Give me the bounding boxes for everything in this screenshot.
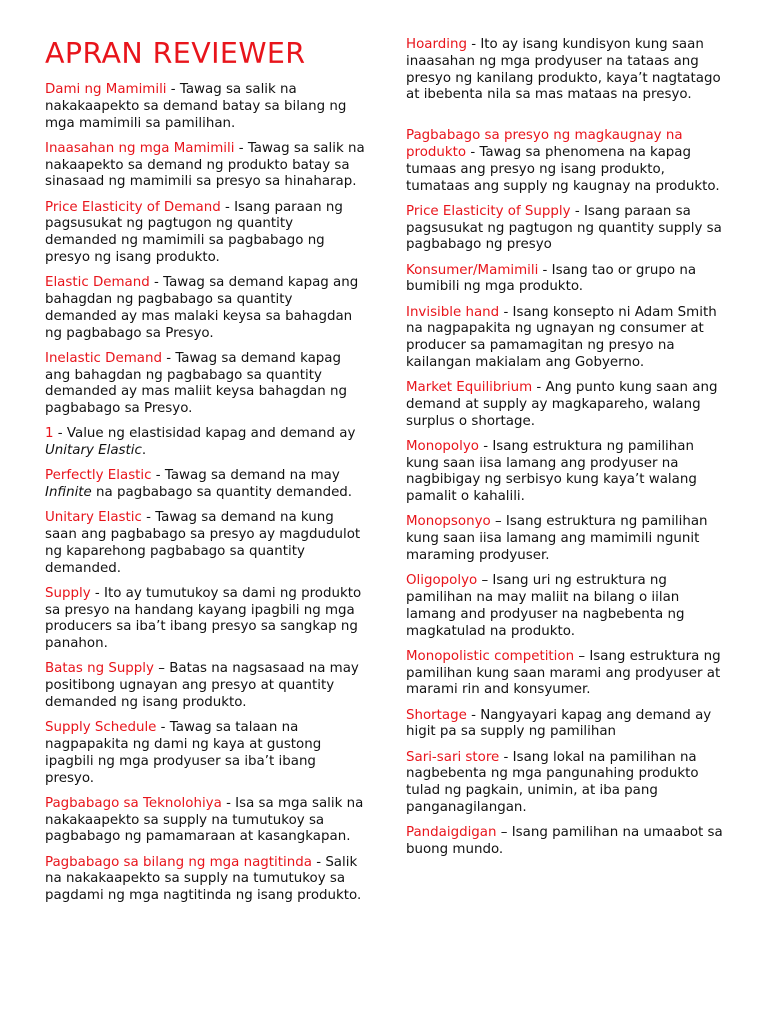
entry-separator: - xyxy=(478,438,493,454)
entry-separator: - xyxy=(166,82,180,97)
entry-term: Monopsonyo xyxy=(406,514,491,530)
entry-separator: - xyxy=(234,140,248,156)
entry-term: Dami ng Mamimili xyxy=(45,82,167,97)
entry-separator: - xyxy=(221,795,236,811)
entry-separator: - xyxy=(311,854,326,870)
entry-definition: Isang paraan sa pagsusukat ng pagtugon ng quantity supply sa pagbabago ng presyo xyxy=(406,203,722,253)
entry-term: Market Equilibrium xyxy=(406,380,533,396)
entry-definition: Tawag sa salik na nakakaapekto sa demand batay sa bilang ng mga mamimili sa pamilihan. xyxy=(45,82,347,131)
entry-term: Supply xyxy=(45,585,91,601)
entry-term: Unitary Elastic xyxy=(45,510,142,526)
entry-term: Pandaigdigan xyxy=(406,825,497,841)
entry-definition: Isang estruktura ng pamilihan kung saan iisa lamang ang prodyuser na nagbibigay ng serbisyo kung kaya’t walang pamalit o kahalili. xyxy=(406,438,697,505)
glossary-entry xyxy=(406,708,726,742)
glossary-entry xyxy=(45,82,365,132)
glossary-entry xyxy=(406,305,726,372)
entry-term: Hoarding xyxy=(406,37,467,52)
entry-separator: – xyxy=(574,648,590,664)
entry-separator: - xyxy=(161,350,176,366)
entry-term: Pagbabago sa presyo ng magkaugnay na produkto xyxy=(406,128,683,160)
glossary-entry xyxy=(406,204,726,254)
entry-separator: – xyxy=(496,825,512,841)
entry-term: Price Elasticity of Supply xyxy=(406,203,571,219)
entry-definition: Isang paraan ng pagsusukat ng pagtugon ng quantity demanded ng mamimili sa pagbabago ng presyo ng isang produkto. xyxy=(45,199,343,265)
entry-definition: Tawag sa demand na kung saan ang pagbabago sa presyo ay magdudulot ng kaparehong pagbabago sa quantity demanded. xyxy=(45,510,361,576)
entry-definition: Nangyayari kapag ang demand ay higit pa sa supply ng pamilihan xyxy=(406,707,712,740)
entry-definition: Tawag sa phenomena na kapag tumaas ang presyo ng isang produkto, tumataas ang supply ng kaugnay na produkto. xyxy=(406,144,720,194)
entry-separator: - xyxy=(151,468,165,484)
glossary-entry xyxy=(406,514,726,564)
glossary-entry xyxy=(45,586,365,653)
glossary-entry xyxy=(45,200,365,267)
entry-definition: Isa sa mga salik na nakakaapekto sa supply na tumutukoy sa pagbabago ng pamamaraan at kasangkapan. xyxy=(45,795,364,845)
entry-definition: Ito ay tumutukoy sa dami ng produkto sa presyo na handang kayang ipagbili ng mga producers sa iba’t ibang presyo sa sangkap ng panahon. xyxy=(45,585,362,652)
entry-separator: - xyxy=(538,262,552,278)
entry-separator: - xyxy=(532,380,546,396)
entry-separator: – xyxy=(153,661,170,677)
right-entry-list xyxy=(406,37,726,859)
entry-separator: - xyxy=(90,585,104,601)
entry-term: Konsumer/Mamimili xyxy=(406,262,539,278)
glossary-entry xyxy=(406,825,726,859)
glossary-entry xyxy=(406,573,726,640)
entry-term: Monopolistic competition xyxy=(406,648,575,664)
entry-term: Inelastic Demand xyxy=(45,350,162,366)
entry-separator: – xyxy=(477,573,493,589)
entry-definition: Tawag sa salik na nakaapekto sa demand ng produkto batay sa sinasaad ng mamimili sa presyo sa hinaharap. xyxy=(45,140,365,190)
entry-definition: Ito ay isang kundisyon kung saan inaasahan ng mga prodyuser na tataas ang presyo ng kanilang produkto, kaya’t nagtatago at ibebenta nila sa mas mataas na presyo. xyxy=(406,37,721,103)
right-column xyxy=(406,37,726,867)
entry-emphasis: Unitary Elastic xyxy=(45,443,142,459)
entry-term: Elastic Demand xyxy=(45,275,150,291)
entry-definition: Isang pamilihan na umaabot sa buong mundo. xyxy=(406,825,723,857)
entry-definition: Isang tao or grupo na bumibili ng mga produkto. xyxy=(406,262,697,295)
glossary-entry xyxy=(45,661,365,711)
entry-definition: Tawag sa demand kapag ang bahagdan ng pagbabago sa quantity demanded ay mas maliit keysa bahagdan ng pagbabago sa Presyo. xyxy=(45,350,347,417)
entry-term: Invisible hand xyxy=(406,304,500,320)
glossary-entry xyxy=(45,426,365,460)
glossary-entry xyxy=(406,439,726,506)
entry-term: Pagbabago sa bilang ng mga nagtitinda xyxy=(45,854,312,870)
page-title: APRAN REVIEWER xyxy=(45,37,306,70)
glossary-entry xyxy=(406,263,726,297)
entry-definition: . xyxy=(141,443,147,459)
entry-separator: - xyxy=(141,510,156,526)
entry-separator: - xyxy=(466,707,481,723)
entry-term: 1 xyxy=(45,426,54,442)
entry-emphasis: Infinite xyxy=(45,485,92,501)
entry-term: Pagbabago sa Teknolohiya xyxy=(45,795,222,811)
entry-definition: Isang estruktura ng pamilihan kung saan marami ang prodyuser at marami rin and konsyumer. xyxy=(406,648,721,698)
entry-separator: – xyxy=(490,514,506,530)
entry-separator: - xyxy=(570,203,584,219)
entry-separator: - xyxy=(499,749,513,765)
glossary-entry xyxy=(45,510,365,577)
glossary-entry xyxy=(406,649,726,699)
entry-definition: Isang uri ng estruktura ng pamilihan na may maliit na bilang o iilan lamang and prodyuser na nagbebenta ng magkatulad na produkto. xyxy=(406,573,685,639)
entry-separator: - xyxy=(149,275,164,291)
entry-definition: na pagbabago sa quantity demanded. xyxy=(91,485,353,501)
glossary-entry xyxy=(45,275,365,342)
glossary-entry xyxy=(406,37,726,104)
entry-separator: - xyxy=(499,304,513,320)
entry-term: Shortage xyxy=(406,707,467,723)
glossary-entry xyxy=(45,855,365,905)
entry-term: Inaasahan ng mga Mamimili xyxy=(45,140,235,156)
glossary-entry xyxy=(45,468,365,502)
entry-definition: Salik na nakakaapekto sa supply na tumutukoy sa pagdami ng mga nagtitinda ng isang produkto. xyxy=(45,854,362,904)
glossary-entry xyxy=(406,128,726,195)
left-entry-list xyxy=(45,82,365,905)
entry-separator: - xyxy=(53,426,67,442)
entry-separator: - xyxy=(466,37,481,52)
entry-term: Oligopolyo xyxy=(406,573,478,589)
glossary-entry xyxy=(406,750,726,817)
glossary-entry xyxy=(45,720,365,787)
entry-term: Supply Schedule xyxy=(45,720,157,736)
glossary-entry xyxy=(45,796,365,846)
entry-term: Batas ng Supply xyxy=(45,661,154,677)
entry-term: Sari-sari store xyxy=(406,749,500,765)
entry-definition: Ang punto kung saan ang demand at supply ay magkapareho, walang surplus o shortage. xyxy=(406,380,718,429)
entry-separator: - xyxy=(220,199,235,215)
entry-definition: Batas na nagsasaad na may positibong ugnayan ang presyo at quantity demanded ng isang produkto. xyxy=(45,661,359,711)
entry-definition: Isang estruktura ng pamilihan kung saan iisa lamang ang mamimili ngunit maraming prodyuser. xyxy=(406,514,708,564)
entry-definition: Tawag sa demand na may xyxy=(164,468,340,484)
entry-definition: Isang konsepto ni Adam Smith na nagpapakita ng ugnayan ng consumer at producer sa pamamagitan ng presyo na kailangan makialam ang Gobyerno. xyxy=(406,304,717,370)
glossary-entry xyxy=(45,141,365,191)
entry-definition: Tawag sa demand kapag ang bahagdan ng pagbabago sa quantity demanded ay mas malaki keysa sa bahagdan ng pagbabago sa Presyo. xyxy=(45,275,359,341)
entry-term: Monopolyo xyxy=(406,438,479,454)
glossary-entry xyxy=(45,351,365,418)
entry-definition: Value ng elastisidad kapag and demand ay xyxy=(66,426,356,442)
entry-definition: Isang lokal na pamilihan na nagbebenta ng mga pangunahing produkto tulad ng pagkain, unimin, at iba pang panganagilangan. xyxy=(406,749,699,815)
glossary-entry xyxy=(406,380,726,430)
entry-definition: Tawag sa talaan na nagpapakita ng dami ng kaya at gustong ipagbili ng mga prodyuser sa iba’t ibang presyo. xyxy=(45,720,322,786)
entry-term: Perfectly Elastic xyxy=(45,468,152,484)
entry-separator: - xyxy=(156,720,170,736)
entry-term: Price Elasticity of Demand xyxy=(45,199,221,215)
entry-separator: - xyxy=(466,144,480,160)
left-column xyxy=(45,36,365,913)
